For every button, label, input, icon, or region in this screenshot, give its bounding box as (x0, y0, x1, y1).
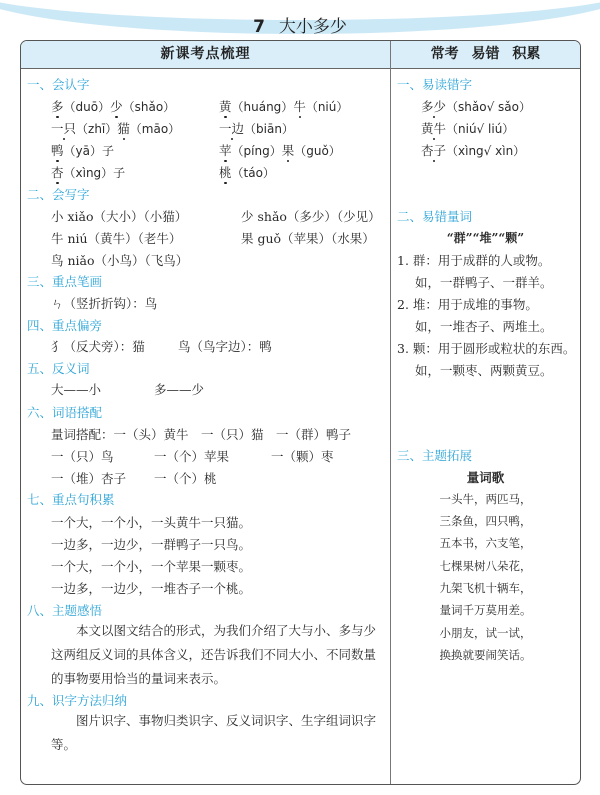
write-item: 果 guǒ（苹果）（水果） (241, 231, 375, 246)
recognize-row: 苹（píng）果（guǒ） (219, 143, 341, 158)
section-title: 五、反义词 (27, 361, 90, 376)
page-title (0, 12, 600, 37)
misread-item: 黄牛（niú√ liú） (421, 121, 515, 136)
song-title: 量词歌 (466, 470, 505, 485)
method-paragraph: 图片识字、事物归类识字、反义词识字、生字组词识字等。 (51, 713, 377, 752)
measure-word-line: 1. 群：用于成群的人或物。 (397, 253, 551, 268)
table-header (21, 41, 580, 69)
song-line: 一头牛，两匹马， (439, 492, 532, 506)
summary-table (20, 40, 581, 785)
recognize-row: 一边（biān） (219, 121, 294, 136)
collocation-item: 一（堆）杏子 (51, 471, 127, 486)
antonym-item: 大——小 (51, 382, 102, 397)
section-title: 一、易读错字 (397, 77, 473, 92)
lesson-number: 7 (253, 17, 265, 37)
section-title: 一、会认字 (27, 77, 90, 92)
stroke-item: ㄣ（竖折折钩）：鸟 (51, 296, 158, 311)
section-title: 九、识字方法归纳 (27, 693, 128, 708)
lesson-title: 大小多少 (278, 17, 347, 37)
section-title: 八、主题感悟 (27, 603, 103, 618)
recognize-row: 一只（zhī）猫（māo） (51, 121, 181, 136)
write-item: 小 xiǎo（大小）（小猫） (51, 209, 188, 224)
collocation-item: 一（颗）枣 (271, 449, 334, 464)
section-title: 七、重点句积累 (27, 492, 115, 507)
misread-item: 多少（shǎo√ sǎo） (421, 99, 531, 114)
collocation-item: 一（个）桃 (154, 471, 217, 486)
recognize-row: 杏（xìng）子 (51, 165, 126, 180)
sentence-line: 一个大，一个小，一个苹果一颗枣。 (51, 559, 252, 574)
song-line: 换换就要闹笑话。 (439, 648, 532, 662)
write-item: 少 shǎo（多少）（少见） (241, 209, 381, 224)
recognize-row: 桃（táo） (219, 165, 275, 180)
measure-word-line: 如，一颗枣、两颗黄豆。 (415, 363, 553, 378)
section-title: 二、会写字 (27, 187, 90, 202)
measure-word-subtitle: “群”“堆”“颗” (446, 231, 525, 245)
header-left: 新课考点梳理 (160, 46, 251, 62)
section-title: 四、重点偏旁 (27, 318, 103, 333)
antonym-item: 多——少 (154, 382, 205, 397)
column-divider (390, 41, 391, 784)
section-title: 三、主题拓展 (397, 448, 473, 463)
write-item: 牛 niú（黄牛）（老牛） (51, 231, 182, 246)
measure-word-line: 如，一群鸭子、一群羊。 (415, 275, 553, 290)
recognize-row: 黄（huáng）牛（niú） (219, 99, 349, 114)
theme-paragraph: 本文以图文结合的形式，为我们介绍了大与小、多与少这两组反义词的具体含义，还告诉我们不同大小、不同数量的事物要用恰当的量词来表示。 (51, 623, 377, 686)
measure-word-line: 如，一堆杏子、两堆土。 (415, 319, 553, 334)
section-title: 三、重点笔画 (27, 274, 103, 289)
measure-word-line: 3. 颗：用于圆形或粒状的东西。 (397, 341, 576, 356)
song-line: 三条鱼，四只鸭， (439, 514, 532, 528)
sentence-line: 一边多，一边少，一堆杏子一个桃。 (51, 581, 252, 596)
radical-item: 犭（反犬旁）：猫 (51, 339, 145, 354)
misread-item: 杏子（xìng√ xìn） (421, 143, 526, 158)
song-line: 七棵果树八朵花， (439, 559, 532, 573)
sentence-line: 一边多，一边少，一群鸭子一只鸟。 (51, 537, 252, 552)
collocation-item: 一（只）鸟 (51, 449, 114, 464)
collocation-row: 量词搭配：一（头）黄牛 一（只）猫 一（群）鸭子 (51, 427, 352, 442)
section-title: 二、易错量词 (397, 209, 473, 224)
recognize-row: 鸭（yā）子 (51, 143, 114, 158)
measure-word-line: 2. 堆：用于成堆的事物。 (397, 297, 538, 312)
recognize-row: 多（duō）少（shǎo） (51, 99, 176, 114)
section-title: 六、词语搭配 (27, 405, 103, 420)
radical-item: 鸟（鸟字边）：鸭 (178, 339, 272, 354)
sentence-line: 一个大，一个小，一头黄牛一只猫。 (51, 515, 252, 530)
collocation-item: 一（个）苹果 (154, 449, 230, 464)
song-line: 量词千万莫用差。 (439, 603, 532, 617)
song-line: 五本书，六支笔， (439, 536, 532, 550)
song-line: 九架飞机十辆车， (439, 581, 532, 595)
write-item: 鸟 niǎo（小鸟）（飞鸟） (51, 253, 189, 268)
header-right: 常考 易错 积累 (430, 46, 541, 62)
song-line: 小朋友，试一试， (439, 626, 532, 640)
